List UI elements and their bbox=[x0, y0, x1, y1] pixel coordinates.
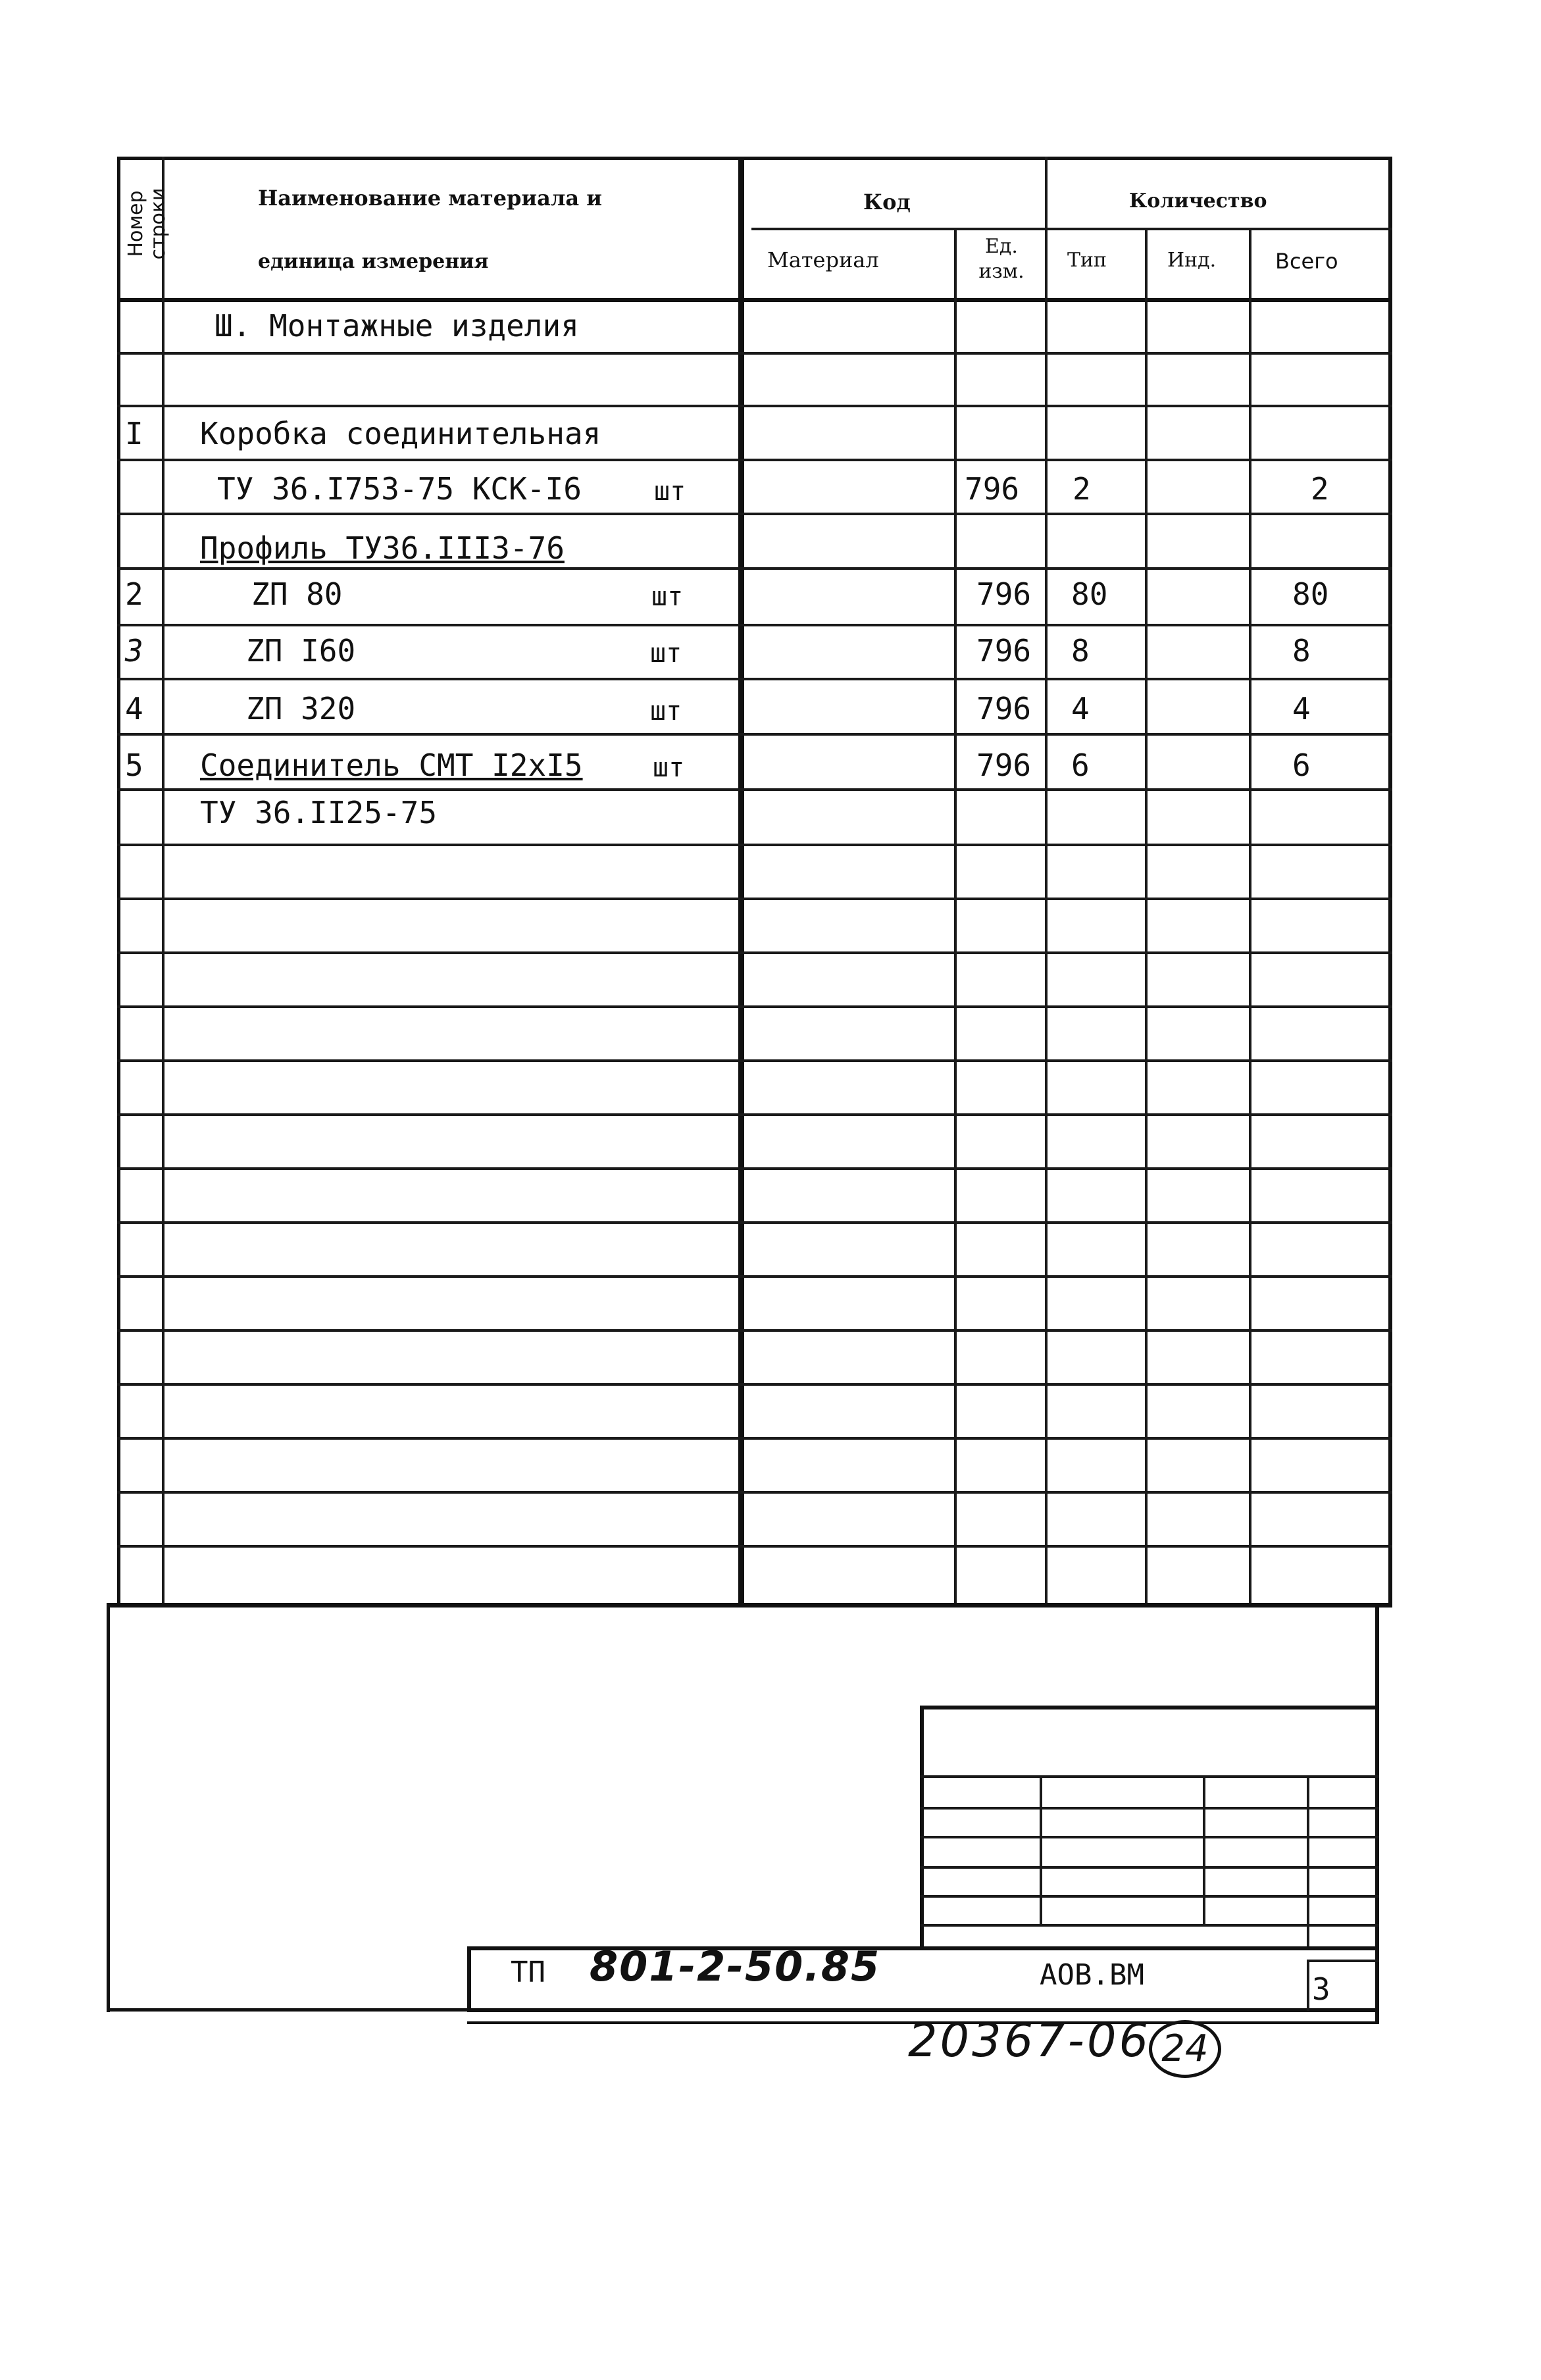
row-number: 3 bbox=[125, 633, 143, 669]
item-name: Коробка соединительная bbox=[200, 416, 601, 451]
item-total-qty: 6 bbox=[1292, 747, 1311, 783]
name-header-line1: Наименование материала и bbox=[258, 186, 602, 211]
item-unit: шт bbox=[650, 638, 682, 669]
item-unit: шт bbox=[651, 582, 684, 612]
item-unit: шт bbox=[653, 753, 685, 783]
item-unit-code: 796 bbox=[965, 471, 1020, 507]
circled-number bbox=[1149, 2020, 1221, 2078]
item-name: ZП 80 bbox=[251, 576, 343, 612]
code-header: Код bbox=[863, 190, 911, 215]
item-unit-code: 796 bbox=[976, 576, 1032, 612]
stamp-prefix: ТП bbox=[511, 1956, 545, 1989]
item-type-qty: 8 bbox=[1071, 633, 1090, 669]
item-type-qty: 2 bbox=[1073, 471, 1091, 507]
item-name: ZП 320 bbox=[246, 691, 356, 726]
item-name: ТУ 36.I753-75 КСК-I6 bbox=[217, 471, 582, 507]
row-number: 4 bbox=[125, 691, 143, 726]
item-name: ТУ 36.II25-75 bbox=[200, 795, 438, 830]
quantity-header: Количество bbox=[1129, 190, 1267, 213]
row-number-label: Номер строки bbox=[124, 188, 170, 260]
item-type-qty: 4 bbox=[1071, 691, 1090, 726]
item-unit-code: 796 bbox=[976, 691, 1032, 726]
row-number: 2 bbox=[125, 576, 143, 612]
unit-code-header: Ед. изм. bbox=[978, 235, 1024, 283]
stamp-sheet-number: 3 bbox=[1312, 1971, 1330, 2007]
item-unit: шт bbox=[650, 696, 682, 726]
row-number: I bbox=[125, 416, 143, 451]
item-type-qty: 80 bbox=[1071, 576, 1108, 612]
item-total-qty: 8 bbox=[1292, 633, 1311, 669]
stamp-code: АОВ.ВМ bbox=[1040, 1958, 1144, 1992]
item-total-qty: 80 bbox=[1292, 576, 1329, 612]
stamp-doc-number: 801-2-50.85 bbox=[590, 1942, 881, 1990]
item-total-qty: 4 bbox=[1292, 691, 1311, 726]
item-type-qty: 6 bbox=[1071, 747, 1090, 783]
type-header: Тип bbox=[1067, 249, 1107, 272]
row-number-header bbox=[125, 158, 170, 290]
item-name: ZП I60 bbox=[246, 633, 356, 669]
item-unit-code: 796 bbox=[976, 747, 1032, 783]
section-title: Ш. Монтажные изделия bbox=[215, 308, 579, 343]
item-name: Профиль ТУ36.III3-76 bbox=[200, 530, 565, 566]
row-number: 5 bbox=[125, 747, 143, 783]
item-total-qty: 2 bbox=[1311, 471, 1329, 507]
item-name: Соединитель СМТ I2xI5 bbox=[200, 747, 583, 783]
inventory-number: 20367-06 bbox=[908, 2013, 1151, 2067]
ind-header: Инд. bbox=[1167, 249, 1217, 272]
total-header: Всего bbox=[1275, 249, 1338, 274]
name-header-line2: единица измерения bbox=[258, 250, 489, 273]
item-unit-code: 796 bbox=[976, 633, 1032, 669]
item-unit: шт bbox=[654, 476, 686, 507]
material-header: Материал bbox=[767, 247, 879, 272]
circled-number-text: 24 bbox=[1161, 2027, 1209, 2070]
